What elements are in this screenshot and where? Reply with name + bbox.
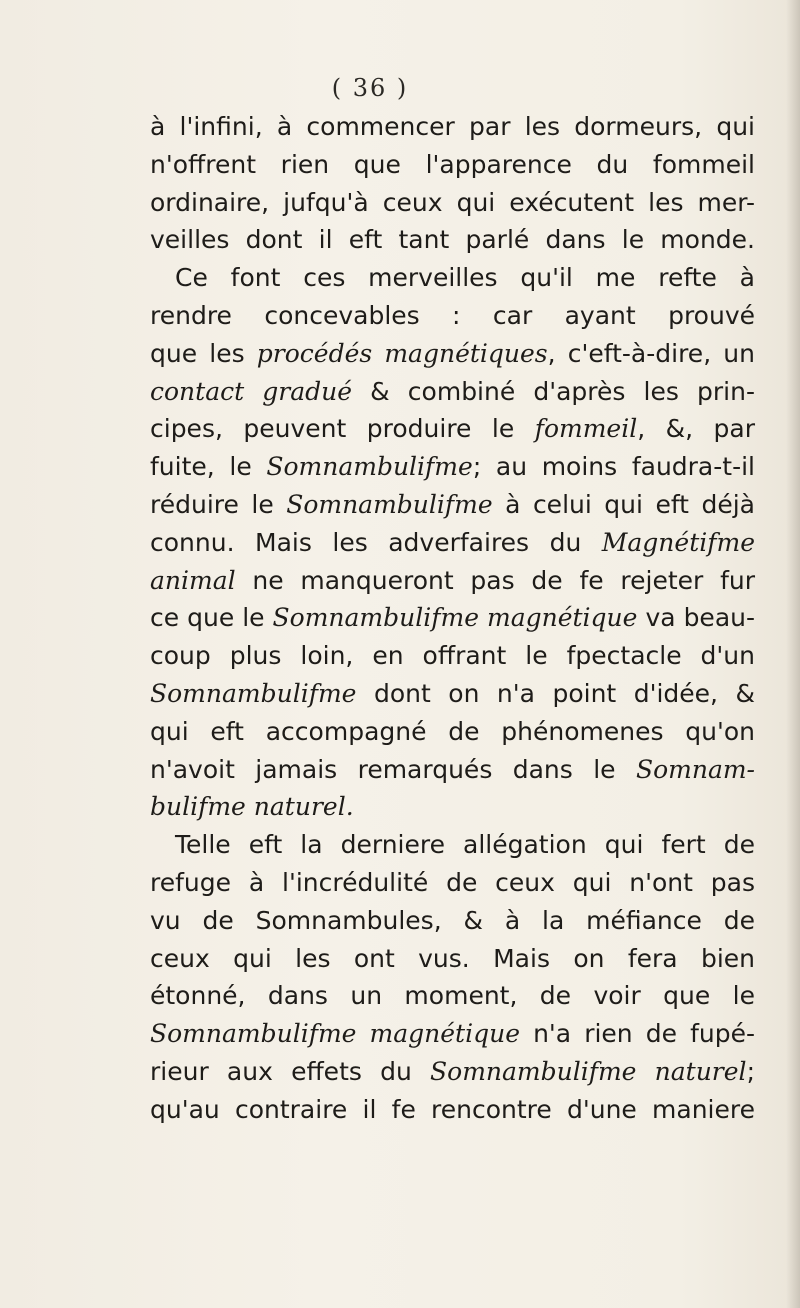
text-line bbox=[150, 902, 755, 940]
text-line bbox=[150, 335, 755, 373]
text-line bbox=[150, 940, 755, 978]
italic-text: contact gradué bbox=[150, 376, 353, 406]
text-segment: fuite, le bbox=[150, 452, 267, 482]
body-text bbox=[150, 108, 755, 1129]
text-line bbox=[150, 675, 755, 713]
text-line bbox=[150, 108, 755, 146]
text-line bbox=[150, 373, 755, 411]
page-edge-shadow bbox=[786, 0, 800, 1308]
text-line bbox=[150, 1091, 755, 1129]
italic-text: Somnam- bbox=[635, 754, 755, 784]
text-segment: , &, par bbox=[637, 414, 756, 444]
text-segment: va beau- bbox=[637, 603, 756, 633]
italic-text: Somnambulifme bbox=[150, 678, 357, 708]
text-line bbox=[150, 977, 755, 1015]
text-segment: qui eft accompagné de phénomenes qu'on bbox=[150, 716, 755, 746]
text-segment: ; au moins faudra-t-il bbox=[472, 452, 755, 482]
text-line bbox=[150, 562, 755, 600]
text-segment: Ce font ces merveilles qu'il me refte à bbox=[175, 263, 755, 293]
italic-text: Somnambulifme magnétique bbox=[272, 603, 638, 633]
text-segment: n'avoit jamais remarqués dans le bbox=[150, 754, 636, 784]
italic-text: procédés magnétiques bbox=[256, 338, 548, 368]
italic-text: fommeil bbox=[534, 414, 638, 444]
text-line bbox=[150, 259, 755, 297]
text-segment: n'offrent rien que l'apparence du fommeil bbox=[150, 149, 755, 179]
text-line bbox=[150, 448, 755, 486]
page-number: ( 36 ) bbox=[331, 74, 409, 102]
text-segment: , c'eft-à-dire, un bbox=[547, 338, 755, 368]
italic-text: Somnambulifme bbox=[266, 452, 473, 482]
text-segment: Telle eft la derniere allégation qui fert de bbox=[175, 830, 755, 860]
text-segment: ordinaire, jufqu'à ceux qui exécutent les mer- bbox=[150, 187, 755, 217]
text-segment: réduire le bbox=[150, 489, 287, 519]
text-segment: rieur aux effets du bbox=[150, 1056, 431, 1086]
text-segment: ne manqueront pas de fe rejeter fur bbox=[235, 565, 755, 595]
text-segment: & combiné d'après les prin- bbox=[352, 376, 755, 406]
text-line bbox=[150, 751, 755, 789]
italic-text: Magnétifme bbox=[601, 527, 755, 557]
text-line bbox=[150, 221, 755, 259]
italic-text: Somnambulifme naturel bbox=[430, 1056, 747, 1086]
text-line bbox=[150, 184, 755, 222]
text-segment: dont on n'a point d'idée, & bbox=[356, 678, 755, 708]
text-line bbox=[150, 1015, 755, 1053]
text-segment: veilles dont il eft tant parlé dans le monde. bbox=[150, 225, 755, 255]
text-line bbox=[150, 826, 755, 864]
text-line bbox=[150, 524, 755, 562]
italic-text: Somnambulifme bbox=[286, 489, 493, 519]
italic-text: animal bbox=[150, 565, 236, 595]
text-segment: ce que le bbox=[150, 603, 273, 633]
text-line bbox=[150, 146, 755, 184]
text-segment: étonné, dans un moment, de voir que le bbox=[150, 981, 755, 1011]
text-segment: ; bbox=[746, 1056, 755, 1086]
text-line bbox=[150, 410, 755, 448]
text-line bbox=[150, 486, 755, 524]
text-segment: que les bbox=[150, 338, 257, 368]
text-segment: vu de Somnambules, & à la méfiance de bbox=[150, 905, 755, 935]
text-segment: connu. Mais les adverfaires du bbox=[150, 527, 602, 557]
text-segment: refuge à l'incrédulité de ceux qui n'ont pas bbox=[150, 867, 755, 897]
text-line bbox=[150, 1053, 755, 1091]
text-segment: coup plus loin, en offrant le fpectacle d'un bbox=[150, 641, 755, 671]
italic-text: bulifme naturel. bbox=[150, 792, 354, 822]
text-line bbox=[150, 637, 755, 675]
text-segment: à l'infini, à commencer par les dormeurs, qui bbox=[150, 112, 755, 141]
text-segment: ceux qui les ont vus. Mais on fera bien bbox=[150, 943, 755, 973]
text-segment: qu'au contraire il fe rencontre d'une maniere bbox=[150, 1094, 755, 1124]
text-line bbox=[150, 788, 755, 826]
text-line bbox=[150, 713, 755, 751]
text-segment: à celui qui eft déjà bbox=[492, 489, 755, 519]
italic-text: Somnambulifme magnétique bbox=[150, 1019, 520, 1049]
text-segment: n'a rien de fupé- bbox=[519, 1019, 755, 1049]
text-line bbox=[150, 864, 755, 902]
text-line bbox=[150, 297, 755, 335]
text-segment: rendre concevables : car ayant prouvé bbox=[150, 300, 755, 330]
text-line bbox=[150, 599, 755, 637]
text-segment: cipes, peuvent produire le bbox=[150, 414, 535, 444]
